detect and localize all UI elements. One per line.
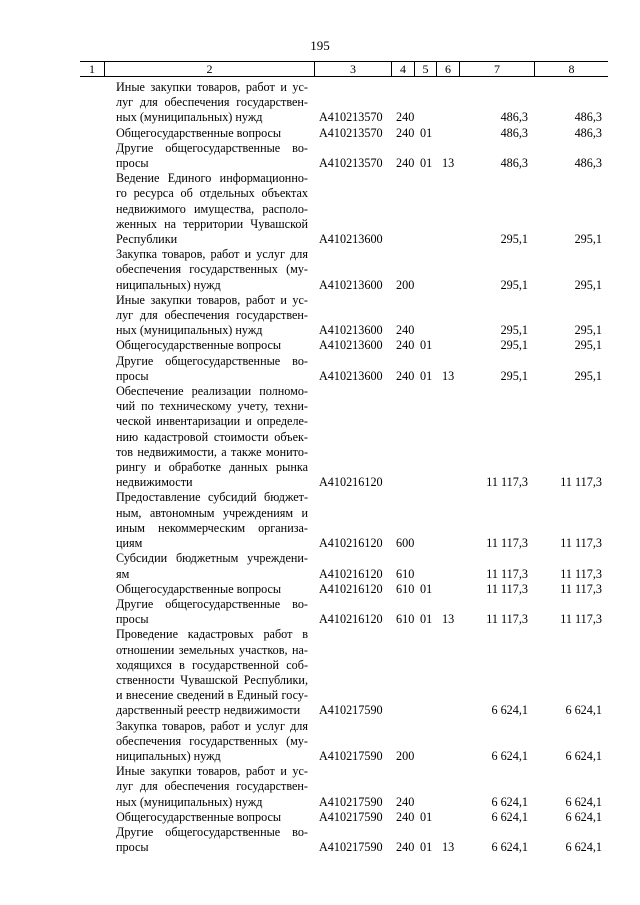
row-c3-cell: А410216120 bbox=[319, 475, 383, 490]
row-name-line: луг для обеспечения государствен- bbox=[116, 95, 308, 110]
row-c3-cell: А410216120 bbox=[319, 566, 383, 581]
row-c4-cell: 240 bbox=[396, 794, 415, 809]
row-name-line: Общегосударственные вопросы bbox=[116, 581, 282, 596]
table-row bbox=[0, 247, 640, 293]
row-c7-cell: 295,1 bbox=[500, 323, 528, 338]
row-c8-cell: 295,1 bbox=[574, 368, 602, 383]
table-row bbox=[0, 354, 640, 384]
row-name-line: Другие общегосударственные во- bbox=[116, 824, 308, 839]
table-row bbox=[0, 719, 640, 765]
row-c4-cell: 240 bbox=[396, 156, 415, 171]
table-row bbox=[0, 627, 640, 718]
header-col-2: 2 bbox=[206, 62, 213, 76]
row-name-line: ям bbox=[116, 566, 130, 581]
row-name bbox=[116, 719, 308, 765]
row-c8-cell: 11 117,3 bbox=[560, 536, 602, 551]
row-name-line: Иные закупки товаров, работ и ус- bbox=[116, 764, 308, 779]
table-row bbox=[0, 384, 640, 490]
row-name-line: циям bbox=[116, 536, 143, 551]
row-c5-cell: 01 bbox=[420, 125, 433, 140]
row-c8-cell: 6 624,1 bbox=[565, 794, 602, 809]
row-name bbox=[116, 126, 308, 141]
row-c8-cell: 11 117,3 bbox=[560, 566, 602, 581]
row-name bbox=[116, 384, 308, 490]
row-c4-cell: 610 bbox=[396, 612, 415, 627]
row-c5-cell: 01 bbox=[420, 338, 433, 353]
row-name-line: луг для обеспечения государствен- bbox=[116, 779, 308, 794]
row-name-line: ческой инвентаризации и определе- bbox=[116, 414, 308, 429]
row-c8-cell: 295,1 bbox=[574, 323, 602, 338]
header-col-6: 6 bbox=[445, 62, 451, 76]
row-c4-cell: 240 bbox=[396, 338, 415, 353]
row-c7-cell: 11 117,3 bbox=[486, 566, 528, 581]
row-name-line: и внесение сведений в Единый госу- bbox=[116, 688, 308, 703]
table-row bbox=[0, 126, 640, 141]
header-col-1: 1 bbox=[89, 62, 95, 76]
table-row bbox=[0, 810, 640, 825]
row-name bbox=[116, 490, 308, 551]
row-name-line: просы bbox=[116, 368, 149, 383]
header-col-5: 5 bbox=[422, 62, 429, 76]
row-c7-cell: 11 117,3 bbox=[486, 612, 528, 627]
row-c4-cell: 240 bbox=[396, 110, 415, 125]
table-row bbox=[0, 293, 640, 339]
row-c3-cell: А410213570 bbox=[319, 156, 383, 171]
row-name-line: Ведение Единого информационно- bbox=[116, 171, 308, 186]
row-name-line: ниципальных) нужд bbox=[116, 277, 221, 292]
row-name bbox=[116, 80, 308, 126]
row-c4-cell: 240 bbox=[396, 809, 415, 824]
row-name-line: ниципальных) нужд bbox=[116, 748, 221, 763]
row-c3-cell: А410216120 bbox=[319, 581, 383, 596]
row-c3-cell: А410217590 bbox=[319, 840, 383, 855]
table-row bbox=[0, 490, 640, 551]
row-name bbox=[116, 825, 308, 855]
row-name-line: Обеспечение реализации полномо- bbox=[116, 384, 308, 399]
row-name-line: Закупка товаров, работ и услуг для bbox=[116, 247, 308, 262]
header-col-4: 4 bbox=[400, 62, 406, 76]
row-c4-cell: 200 bbox=[396, 748, 415, 763]
row-c7-cell: 486,3 bbox=[500, 156, 528, 171]
row-c5-cell: 01 bbox=[420, 581, 433, 596]
row-name bbox=[116, 551, 308, 581]
table-body bbox=[0, 80, 640, 855]
row-name-line: просы bbox=[116, 612, 149, 627]
row-c8-cell: 295,1 bbox=[574, 277, 602, 292]
row-name-line: ным, автономным учреждениям и bbox=[116, 505, 308, 520]
table-row bbox=[0, 141, 640, 171]
page-number: 195 bbox=[310, 38, 330, 53]
row-name-line: тов недвижимости, а также монито- bbox=[116, 444, 308, 459]
row-c8-cell: 6 624,1 bbox=[565, 809, 602, 824]
row-c8-cell: 295,1 bbox=[574, 338, 602, 353]
row-c4-cell: 240 bbox=[396, 840, 415, 855]
row-c3-cell: А410217590 bbox=[319, 809, 383, 824]
row-name-line: недвижимости bbox=[116, 475, 193, 490]
row-c3-cell: А410213600 bbox=[319, 368, 383, 383]
row-name-line: женных на территории Чувашской bbox=[116, 216, 308, 231]
row-c7-cell: 6 624,1 bbox=[491, 794, 528, 809]
row-name bbox=[116, 247, 308, 293]
row-name bbox=[116, 354, 308, 384]
row-c7-cell: 295,1 bbox=[500, 368, 528, 383]
row-c8-cell: 11 117,3 bbox=[560, 581, 602, 596]
row-name-line: обеспечения государственных (му- bbox=[116, 733, 308, 748]
row-c3-cell: А410213600 bbox=[319, 323, 383, 338]
row-name-line: Другие общегосударственные во- bbox=[116, 353, 308, 368]
row-name bbox=[116, 141, 308, 171]
row-c3-cell: А410213570 bbox=[319, 125, 383, 140]
row-name-line: Республики bbox=[116, 232, 178, 247]
row-c3-cell: А410216120 bbox=[319, 536, 383, 551]
row-name-line: иным некоммерческим организа- bbox=[116, 520, 308, 535]
row-c8-cell: 6 624,1 bbox=[565, 703, 602, 718]
table-row bbox=[0, 764, 640, 810]
row-c8-cell: 6 624,1 bbox=[565, 748, 602, 763]
row-c7-cell: 295,1 bbox=[500, 277, 528, 292]
header-col-8: 8 bbox=[568, 62, 575, 76]
row-c6-cell: 13 bbox=[442, 840, 455, 855]
row-c7-cell: 295,1 bbox=[500, 232, 528, 247]
row-name-line: луг для обеспечения государствен- bbox=[116, 308, 308, 323]
row-c5-cell: 01 bbox=[420, 368, 433, 383]
row-name bbox=[116, 171, 308, 247]
row-name-line: ственности Чувашской Республики, bbox=[116, 672, 308, 687]
row-c6-cell: 13 bbox=[442, 612, 455, 627]
row-c8-cell: 486,3 bbox=[574, 110, 602, 125]
row-name-line: Проведение кадастровых работ в bbox=[116, 627, 308, 642]
row-c7-cell: 6 624,1 bbox=[491, 840, 528, 855]
row-c3-cell: А410213600 bbox=[319, 277, 383, 292]
row-c7-cell: 6 624,1 bbox=[491, 703, 528, 718]
row-c3-cell: А410216120 bbox=[319, 612, 383, 627]
row-c7-cell: 486,3 bbox=[500, 125, 528, 140]
row-name bbox=[116, 764, 308, 810]
row-c5-cell: 01 bbox=[420, 840, 433, 855]
table-row bbox=[0, 597, 640, 627]
row-name bbox=[116, 627, 308, 718]
row-c7-cell: 11 117,3 bbox=[486, 581, 528, 596]
row-c3-cell: А410213600 bbox=[319, 338, 383, 353]
row-c5-cell: 01 bbox=[420, 809, 433, 824]
row-name-line: Общегосударственные вопросы bbox=[116, 809, 282, 824]
row-name-line: Общегосударственные вопросы bbox=[116, 125, 282, 140]
row-name bbox=[116, 597, 308, 627]
row-name-line: Иные закупки товаров, работ и ус- bbox=[116, 80, 308, 94]
row-c7-cell: 6 624,1 bbox=[491, 809, 528, 824]
table-row bbox=[0, 171, 640, 247]
row-name-line: Общегосударственные вопросы bbox=[116, 338, 282, 353]
row-c4-cell: 240 bbox=[396, 125, 415, 140]
row-c8-cell: 486,3 bbox=[574, 156, 602, 171]
row-name-line: Другие общегосударственные во- bbox=[116, 140, 308, 155]
row-name bbox=[116, 582, 308, 597]
row-name bbox=[116, 810, 308, 825]
row-c7-cell: 11 117,3 bbox=[486, 475, 528, 490]
table-row bbox=[0, 582, 640, 597]
row-c3-cell: А410213600 bbox=[319, 232, 383, 247]
row-c3-cell: А410217590 bbox=[319, 703, 383, 718]
row-name-line: нию кадастровой стоимости объек- bbox=[116, 429, 308, 444]
row-c4-cell: 610 bbox=[396, 566, 415, 581]
row-name-line: чий по техническому учету, техни- bbox=[116, 399, 308, 414]
row-name-line: рингу и обработке данных рынка bbox=[116, 460, 308, 475]
row-c8-cell: 6 624,1 bbox=[565, 840, 602, 855]
row-name bbox=[116, 338, 308, 353]
row-c6-cell: 13 bbox=[442, 156, 455, 171]
row-c6-cell: 13 bbox=[442, 368, 455, 383]
row-name-line: Субсидии бюджетным учреждени- bbox=[116, 551, 308, 566]
row-name-line: Закупка товаров, работ и услуг для bbox=[116, 718, 308, 733]
row-name-line: просы bbox=[116, 156, 149, 171]
row-name-line: ных (муниципальных) нужд bbox=[116, 794, 263, 809]
table-header bbox=[80, 61, 608, 77]
row-c7-cell: 6 624,1 bbox=[491, 748, 528, 763]
row-name bbox=[116, 293, 308, 339]
row-name-line: Другие общегосударственные во- bbox=[116, 596, 308, 611]
header-col-7: 7 bbox=[494, 62, 500, 76]
row-c3-cell: А410217590 bbox=[319, 748, 383, 763]
row-name-line: ных (муниципальных) нужд bbox=[116, 110, 263, 125]
row-c8-cell: 11 117,3 bbox=[560, 475, 602, 490]
row-name-line: Иные закупки товаров, работ и ус- bbox=[116, 292, 308, 307]
row-c4-cell: 610 bbox=[396, 581, 415, 596]
row-c7-cell: 295,1 bbox=[500, 338, 528, 353]
row-c4-cell: 240 bbox=[396, 323, 415, 338]
table-row bbox=[0, 80, 640, 126]
row-name-line: отношении земельных участков, на- bbox=[116, 642, 308, 657]
row-name-line: недвижимого имущества, располо- bbox=[116, 201, 308, 216]
row-c8-cell: 295,1 bbox=[574, 232, 602, 247]
row-name-line: дарственный реестр недвижимости bbox=[116, 703, 301, 718]
row-c5-cell: 01 bbox=[420, 156, 433, 171]
table-row bbox=[0, 338, 640, 353]
row-name-line: ных (муниципальных) нужд bbox=[116, 323, 263, 338]
row-c7-cell: 486,3 bbox=[500, 110, 528, 125]
row-name-line: Предоставление субсидий бюджет- bbox=[116, 490, 308, 505]
row-c4-cell: 240 bbox=[396, 368, 415, 383]
table-row bbox=[0, 825, 640, 855]
row-c8-cell: 11 117,3 bbox=[560, 612, 602, 627]
row-c4-cell: 600 bbox=[396, 536, 415, 551]
row-c3-cell: А410217590 bbox=[319, 794, 383, 809]
row-name-line: го ресурса об отдельных объектах bbox=[116, 186, 308, 201]
header-col-3: 3 bbox=[350, 62, 356, 76]
row-c5-cell: 01 bbox=[420, 612, 433, 627]
row-name-line: обеспечения государственных (му- bbox=[116, 262, 308, 277]
row-c8-cell: 486,3 bbox=[574, 125, 602, 140]
row-c3-cell: А410213570 bbox=[319, 110, 383, 125]
row-c4-cell: 200 bbox=[396, 277, 415, 292]
row-name-line: ходящихся в государственной соб- bbox=[116, 657, 308, 672]
row-c7-cell: 11 117,3 bbox=[486, 536, 528, 551]
table-row bbox=[0, 551, 640, 581]
row-name-line: просы bbox=[116, 840, 149, 855]
